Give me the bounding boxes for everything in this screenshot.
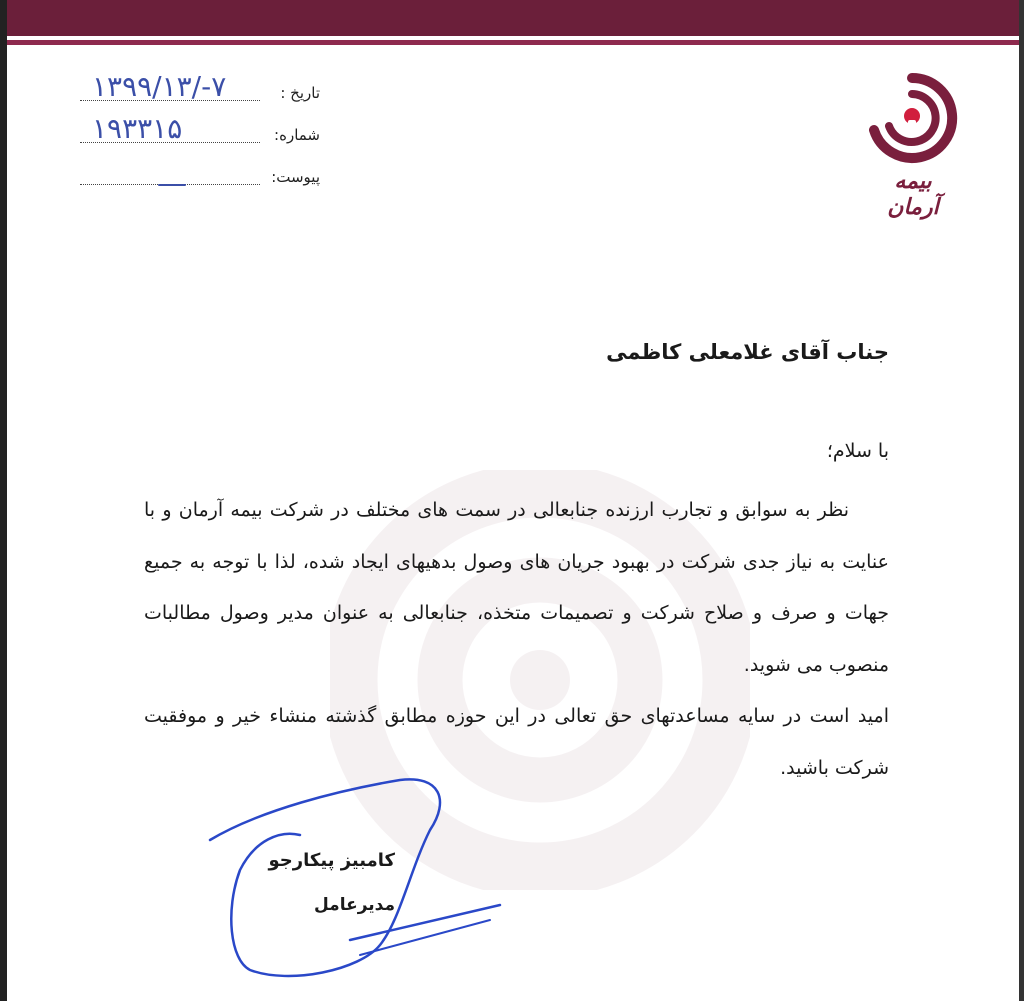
greeting: با سلام؛: [826, 440, 889, 462]
date-row: [80, 70, 320, 110]
date-value: ۱۳۹۹/۱۳/-۷: [92, 70, 227, 103]
recipient-line: جناب آقای غلامعلی کاظمی: [606, 340, 889, 364]
letter-body: [144, 485, 889, 794]
scan-edge-left: [0, 0, 7, 1001]
number-value: ۱۹۳۳۱۵: [92, 112, 183, 145]
body-paragraph-1: نظر به سوابق و تجارب ارزنده جنابعالی در سمت های مختلف در شرکت بیمه آرمان و با عنایت به نیاز جدی شرکت در بهبود جریان های وصول بدهیهای ایجاد شده، لذا با توجه به جمیع جهات و صرف و صلاح شرکت و تصمیمات متخذه، جنابعالی به عنوان مدیر وصول مطالبات منصوب می شوید.: [144, 499, 889, 676]
logo-wordmark: بیمه آرمان: [887, 168, 939, 220]
attachment-row: [80, 164, 320, 194]
attachment-dash-mark: [158, 184, 186, 186]
top-brand-bar: [0, 0, 1024, 36]
attachment-label: پیوست:: [271, 168, 320, 186]
signatory-title: مدیرعامل: [314, 895, 395, 915]
scan-edge-right: [1019, 0, 1024, 1001]
handwritten-signature: [200, 770, 510, 985]
date-label: تاریخ :: [280, 84, 320, 102]
number-row: [80, 112, 320, 152]
signatory-name: کامبیز پیکارجو: [268, 850, 395, 871]
top-brand-stripe: [0, 40, 1024, 45]
body-paragraph-2: امید است در سایه مساعدتهای حق تعالی در این حوزه مطابق گذشته منشاء خیر و موفقیت شرکت باشید.: [144, 705, 889, 779]
number-label: شماره:: [274, 126, 320, 144]
